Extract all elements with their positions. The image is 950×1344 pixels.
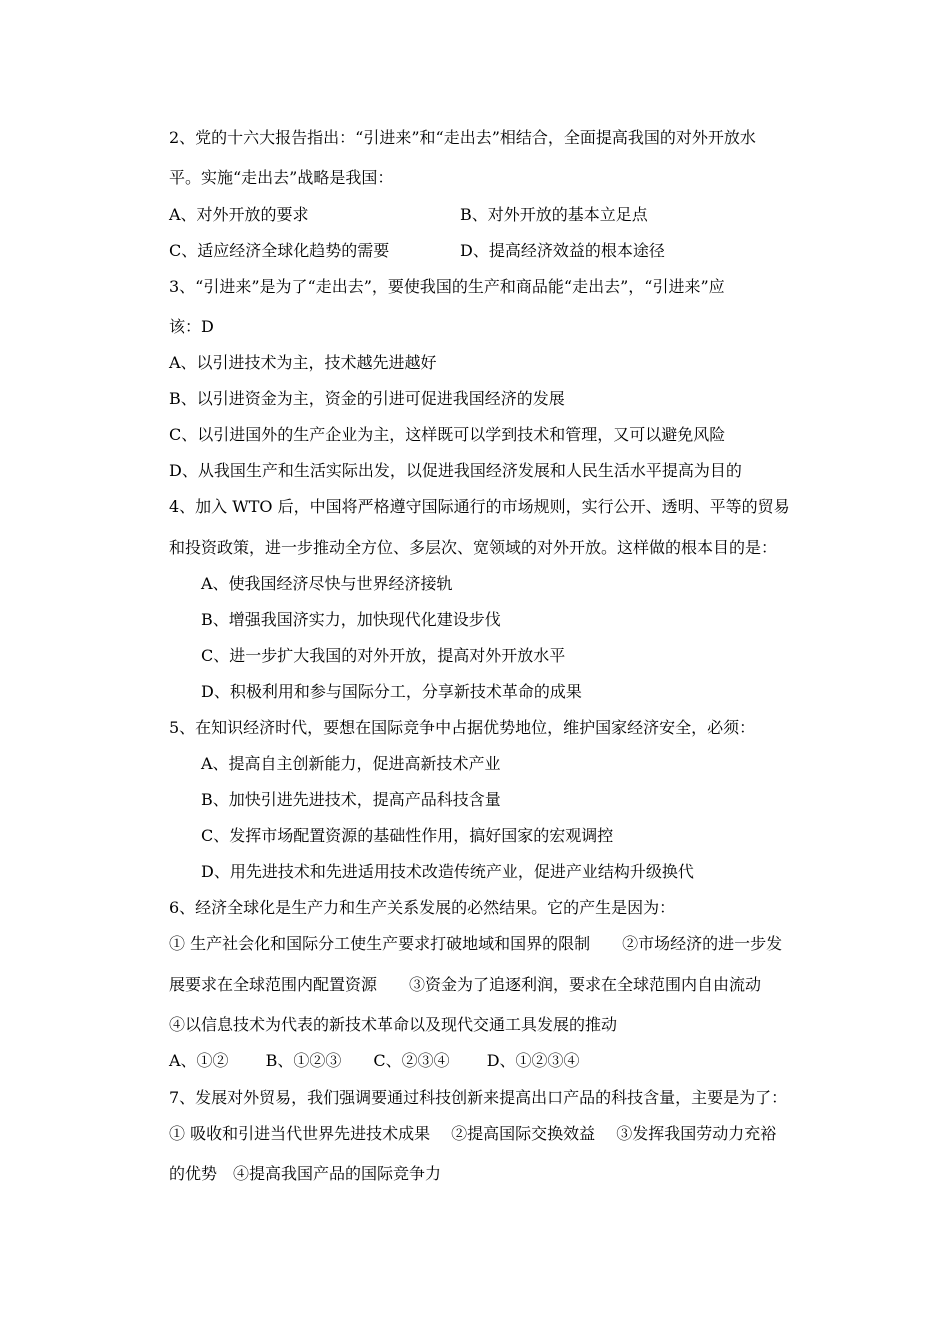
q4-option-d: D、积极利用和参与国际分工，分享新技术革命的成果 [201, 682, 582, 701]
q4-stem-line1: 4、加入 WTO 后，中国将严格遵守国际通行的市场规则，实行公开、透明、平等的贸易 [169, 497, 790, 516]
q3-option-b: B、以引进资金为主，资金的引进可促进我国经济的发展 [169, 389, 565, 408]
q7-stem-line1: 7、发展对外贸易，我们强调要通过科技创新来提高出口产品的科技含量，主要是为了： [169, 1088, 788, 1107]
q4-option-b: B、增强我国济实力，加快现代化建设步伐 [201, 610, 501, 629]
q4-option-a: A、使我国经济尽快与世界经济接轨 [201, 574, 453, 593]
q3-option-d: D、从我国生产和生活实际出发，以促进我国经济发展和人民生活水平提高为目的 [169, 461, 742, 480]
q3-option-a: A、以引进技术为主，技术越先进越好 [169, 353, 437, 372]
q7-statement-line3: 的优势 ④提高我国产品的国际竞争力 [169, 1164, 442, 1183]
q4-stem-line2: 和投资政策，进一步推动全方位、多层次、宽领域的对外开放。这样做的根本目的是： [169, 538, 778, 557]
q3-stem-line1: 3、“引进来”是为了“走出去”，要使我国的生产和商品能“走出去”，“引进来”应 [169, 277, 725, 296]
q5-stem-line1: 5、在知识经济时代，要想在国际竞争中占据优势地位，维护国家经济安全，必须： [169, 718, 756, 737]
q2-option-d: D、提高经济效益的根本途径 [460, 241, 665, 260]
q6-statement-line4: ④以信息技术为代表的新技术革命以及现代交通工具发展的推动 [169, 1015, 618, 1034]
q2-option-c: C、适应经济全球化趋势的需要 [169, 241, 390, 260]
q2-option-a: A、对外开放的要求 [169, 205, 309, 224]
q6-statement-line2: ① 生产社会化和国际分工使生产要求打破地域和国界的限制 ②市场经济的进一步发 [169, 934, 783, 953]
q6-stem-line1: 6、经济全球化是生产力和生产关系发展的必然结果。它的产生是因为： [169, 898, 676, 917]
q3-option-c: C、以引进国外的生产企业为主，这样既可以学到技术和管理，又可以避免风险 [169, 425, 726, 444]
q2-stem-line1: 2、党的十六大报告指出：“引进来”和“走出去”相结合，全面提高我国的对外开放水 [169, 128, 756, 147]
q6-statement-line3: 展要求在全球范围内配置资源 ③资金为了追逐利润，要求在全球范围内自由流动 [169, 975, 762, 994]
q5-option-b: B、加快引进先进技术，提高产品科技含量 [201, 790, 501, 809]
q4-option-c: C、进一步扩大我国的对外开放，提高对外开放水平 [201, 646, 566, 665]
q3-stem-line2: 该：D [169, 317, 214, 336]
q5-option-c: C、发挥市场配置资源的基础性作用，搞好国家的宏观调控 [201, 826, 614, 845]
q6-options: A、①② B、①②③ C、②③④ D、①②③④ [169, 1051, 580, 1070]
q7-statement-line2: ① 吸收和引进当代世界先进技术成果 ②提高国际交换效益 ③发挥我国劳动力充裕 [169, 1124, 777, 1143]
q5-option-d: D、用先进技术和先进适用技术改造传统产业，促进产业结构升级换代 [201, 862, 694, 881]
q2-option-b: B、对外开放的基本立足点 [460, 205, 648, 224]
q5-option-a: A、提高自主创新能力，促进高新技术产业 [201, 754, 501, 773]
q2-stem-line2: 平。实施“走出去”战略是我国： [169, 168, 394, 187]
